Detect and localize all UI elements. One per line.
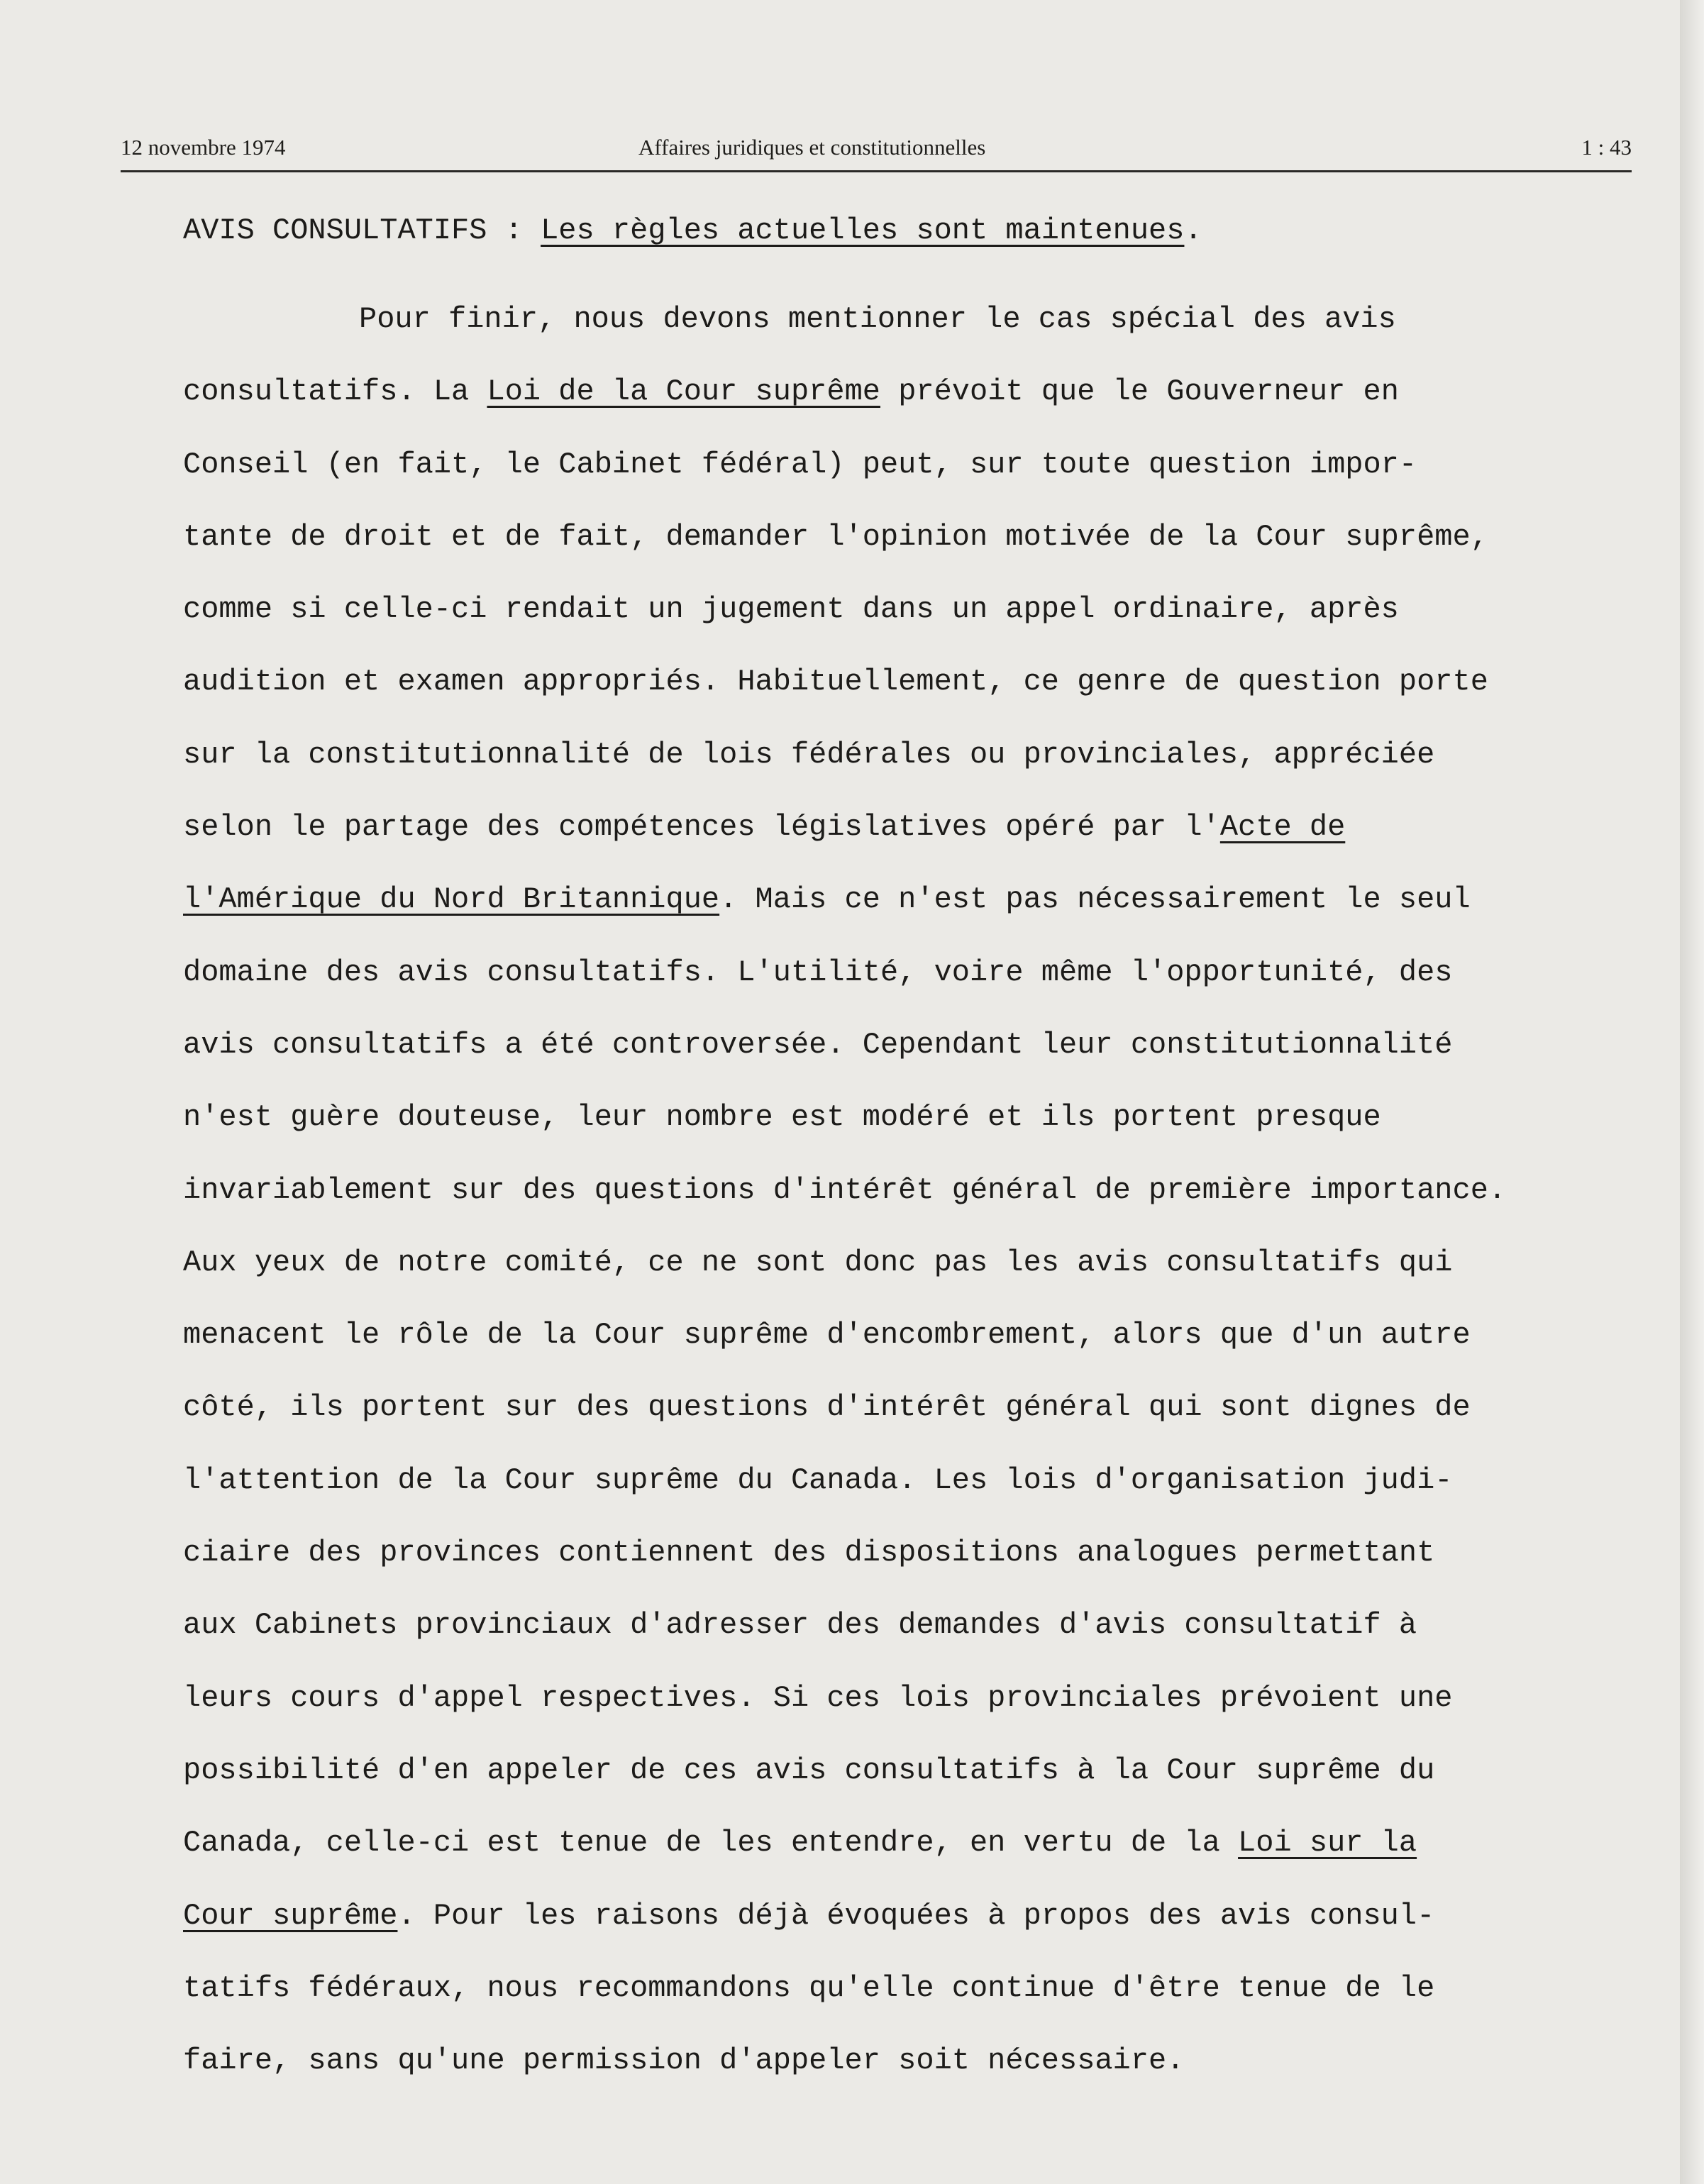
text-run: Pour finir, nous devons mentionner le cas spécial des avis [359,302,1396,336]
text-line [183,370,1506,443]
text-line [183,1531,1506,1604]
text-line [183,2039,1506,2112]
underlined-text: Loi sur la [1238,1826,1417,1861]
text-run: invariablement sur des questions d'intérêt général de première importance. [183,1173,1507,1207]
text-line [183,443,1506,516]
text-line [183,733,1506,806]
text-run: faire, sans qu'une permission d'appeler soit nécessaire. [183,2044,1185,2078]
page-edge [1680,0,1704,2184]
text-run: . Mais ce n'est pas nécessairement le seul [719,882,1471,917]
text-run: consultatifs. La [183,375,487,409]
paragraph [183,298,1506,2112]
text-run: Canada, celle-ci est tenue de les entendre, en vertu de la [183,1826,1239,1861]
text-run: l'attention de la Cour suprême du Canada. Les lois d'organisation judi- [183,1463,1453,1497]
heading-label: AVIS CONSULTATIFS : [183,214,541,248]
text-line [183,1459,1506,1531]
text-line [183,1314,1506,1386]
text-run: leurs cours d'appel respectives. Si ces lois provinciales prévoient une [183,1680,1453,1715]
text-line [183,1895,1506,1967]
text-run: tatifs fédéraux, nous recommandons qu'elle continue d'être tenue de le [183,1970,1435,2005]
text-line [183,1024,1506,1096]
running-header [121,135,1632,169]
text-line [183,588,1506,660]
header-rule [121,170,1632,172]
text-line [183,806,1506,878]
text-line [183,1822,1506,1894]
underlined-text: Loi de la Cour suprême [487,375,880,409]
underlined-text: l'Amérique du Nord Britannique [183,882,720,917]
section-heading [183,209,1202,252]
text-run: Conseil (en fait, le Cabinet fédéral) peut, sur toute question impor- [183,447,1417,482]
heading-underlined: Les règles actuelles sont maintenues [541,214,1185,248]
text-line [183,1386,1506,1458]
text-line [183,660,1506,733]
text-run: selon le partage des compétences législatives opéré par l' [183,810,1220,845]
text-run: domaine des avis consultatifs. L'utilité, voire même l'opportunité, des [183,955,1453,990]
text-run: sur la constitutionnalité de lois fédérales ou provinciales, appréciée [183,737,1435,772]
text-run: côté, ils portent sur des questions d'intérêt général qui sont dignes de [183,1390,1471,1425]
text-line [183,878,1506,950]
header-title: Affaires juridiques et constitutionnelles [638,135,986,160]
text-line [183,1169,1506,1241]
header-date: 12 novembre 1974 [121,135,286,160]
text-line [183,1677,1506,1749]
text-run: Aux yeux de notre comité, ce ne sont donc pas les avis consultatifs qui [183,1245,1453,1280]
text-line [183,1241,1506,1314]
text-run: avis consultatifs a été controversée. Cependant leur constitutionnalité [183,1027,1453,1062]
text-line [183,298,1506,370]
text-run: comme si celle-ci rendait un jugement dans un appel ordinaire, après [183,592,1399,627]
heading-end: . [1184,214,1202,248]
text-line [183,1749,1506,1822]
text-run: tante de droit et de fait, demander l'opinion motivée de la Cour suprême, [183,519,1488,554]
underlined-text: Acte de [1219,810,1346,845]
text-run: ciaire des provinces contiennent des dispositions analogues permettant [183,1536,1435,1570]
text-run: possibilité d'en appeler de ces avis consultatifs à la Cour suprême du [183,1753,1435,1787]
text-line [183,1604,1506,1676]
text-line [183,516,1506,588]
text-line [183,1967,1506,2039]
text-run: menacent le rôle de la Cour suprême d'encombrement, alors que d'un autre [183,1318,1471,1353]
text-run: . Pour les raisons déjà évoquées à propos des avis consul- [397,1898,1435,1933]
underlined-text: Cour suprême [183,1898,398,1933]
text-run: n'est guère douteuse, leur nombre est modéré et ils portent presque [183,1100,1381,1135]
header-page-number: 1 : 43 [1581,135,1632,160]
text-run: aux Cabinets provinciaux d'adresser des demandes d'avis consultatif à [183,1608,1417,1643]
text-run: prévoit que le Gouverneur en [880,375,1399,409]
text-run: audition et examen appropriés. Habituellement, ce genre de question porte [183,665,1488,699]
text-line [183,1096,1506,1168]
text-line [183,951,1506,1024]
